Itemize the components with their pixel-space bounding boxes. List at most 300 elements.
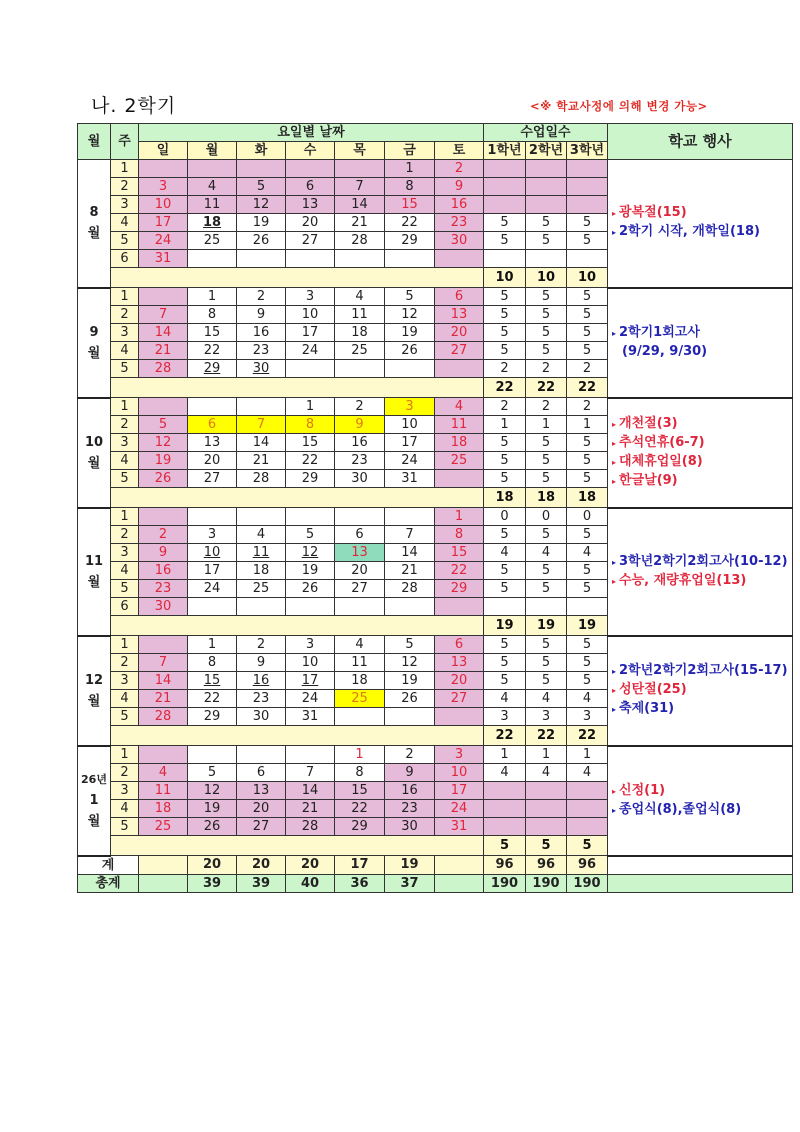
- bullet-triangle-icon: ▸: [612, 557, 617, 567]
- date-cell: 24: [139, 232, 188, 250]
- date-cell: 2: [335, 398, 385, 416]
- week-number: 2: [111, 654, 139, 672]
- school-days-count: 5: [526, 434, 567, 452]
- event-text: 개천절(3): [619, 415, 678, 431]
- week-number: 3: [111, 782, 139, 800]
- month-total-count: 22: [567, 378, 608, 398]
- date-cell: 27: [435, 690, 484, 708]
- school-days-count: [484, 800, 526, 818]
- date-cell: [335, 250, 385, 268]
- date-cell: 8: [435, 526, 484, 544]
- date-cell: 4: [139, 764, 188, 782]
- grade1-header: 1학년: [484, 142, 526, 160]
- date-cell: 10: [286, 654, 335, 672]
- grand-events-blank: [608, 874, 793, 892]
- school-days-count: 5: [567, 526, 608, 544]
- month-number: 9: [89, 324, 99, 340]
- event-item: [612, 344, 792, 360]
- school-days-count: 5: [567, 636, 608, 654]
- date-cell: 4: [237, 526, 286, 544]
- date-cell: 28: [335, 232, 385, 250]
- date-cell: 16: [335, 434, 385, 452]
- date-cell: 29: [188, 360, 237, 378]
- date-cell: 23: [335, 452, 385, 470]
- bullet-triangle-icon: ▸: [612, 786, 617, 796]
- date-cell: 13: [286, 196, 335, 214]
- date-cell: 20: [435, 672, 484, 690]
- month-number: 10: [84, 434, 104, 450]
- date-cell: 25: [435, 452, 484, 470]
- date-cell: 7: [286, 764, 335, 782]
- date-cell: 8: [385, 178, 435, 196]
- subtotal-tue: 20: [237, 856, 286, 875]
- school-days-count: 5: [567, 214, 608, 232]
- date-cell: 4: [188, 178, 237, 196]
- date-cell: 26: [385, 342, 435, 360]
- date-cell: 7: [385, 526, 435, 544]
- school-days-count: [526, 196, 567, 214]
- school-days-count: 5: [526, 636, 567, 654]
- date-cell: 13: [435, 306, 484, 324]
- date-cell: 21: [139, 342, 188, 360]
- date-cell: 26: [286, 580, 335, 598]
- date-cell: 19: [139, 452, 188, 470]
- date-cell: 23: [237, 690, 286, 708]
- week-number: 4: [111, 452, 139, 470]
- date-cell: [385, 360, 435, 378]
- date-cell: 15: [385, 196, 435, 214]
- date-cell: 14: [139, 324, 188, 342]
- week-number: 2: [111, 178, 139, 196]
- date-cell: 22: [188, 342, 237, 360]
- event-text: 추석연휴(6-7): [619, 434, 705, 450]
- school-days-count: 5: [484, 342, 526, 360]
- date-cell: 11: [335, 654, 385, 672]
- school-days-count: [484, 598, 526, 616]
- date-cell: 25: [237, 580, 286, 598]
- grand-sat: [435, 874, 484, 892]
- date-cell: 4: [335, 288, 385, 306]
- event-text: 성탄절(25): [619, 682, 687, 697]
- date-cell: 11: [188, 196, 237, 214]
- school-days-count: 5: [526, 526, 567, 544]
- date-cell: 6: [335, 526, 385, 544]
- school-days-count: 5: [526, 470, 567, 488]
- month-suffix: 월: [87, 693, 101, 709]
- page-title: 나. 2학기: [91, 95, 177, 117]
- school-days-count: 5: [484, 214, 526, 232]
- week-number: 3: [111, 196, 139, 214]
- date-cell: 4: [335, 636, 385, 654]
- school-days-count: 0: [526, 508, 567, 526]
- event-item: [612, 682, 792, 699]
- date-cell: 13: [188, 434, 237, 452]
- date-cell: 9: [335, 416, 385, 434]
- date-cell: 12: [139, 434, 188, 452]
- date-cell: 27: [188, 470, 237, 488]
- school-days-count: [567, 598, 608, 616]
- date-cell: 25: [335, 342, 385, 360]
- school-days-count: 5: [567, 306, 608, 324]
- month-total-count: 19: [567, 616, 608, 636]
- date-cell: 28: [286, 818, 335, 836]
- date-cell: 22: [286, 452, 335, 470]
- month-suffix: 월: [87, 226, 101, 242]
- day-header-fri: 금: [385, 142, 435, 160]
- date-cell: 1: [385, 160, 435, 178]
- week-number: 1: [111, 746, 139, 764]
- week-number: 2: [111, 764, 139, 782]
- school-days-count: 4: [484, 544, 526, 562]
- date-cell: [335, 360, 385, 378]
- date-cell: 9: [435, 178, 484, 196]
- date-cell: 16: [385, 782, 435, 800]
- date-cell: [139, 636, 188, 654]
- date-cell: 12: [385, 654, 435, 672]
- week-number: 5: [111, 470, 139, 488]
- school-days-count: 3: [567, 708, 608, 726]
- date-cell: 20: [335, 562, 385, 580]
- month-total-spacer: [111, 616, 484, 636]
- date-cell: 22: [335, 800, 385, 818]
- events-cell: [608, 636, 793, 746]
- date-cell: 8: [335, 764, 385, 782]
- date-cell: 11: [335, 306, 385, 324]
- week-number: 3: [111, 434, 139, 452]
- school-days-count: 5: [526, 654, 567, 672]
- date-cell: 24: [286, 342, 335, 360]
- week-row: [78, 398, 793, 416]
- date-cell: 20: [188, 452, 237, 470]
- date-cell: 30: [335, 470, 385, 488]
- event-text: 2학기1회고사: [619, 325, 700, 340]
- date-cell: 21: [385, 562, 435, 580]
- school-days-count: 5: [484, 654, 526, 672]
- date-cell: 5: [188, 764, 237, 782]
- date-cell: [385, 250, 435, 268]
- school-days-count: [567, 782, 608, 800]
- date-cell: [335, 160, 385, 178]
- school-days-header: 수업일수: [484, 124, 608, 142]
- date-cell: 28: [385, 580, 435, 598]
- date-cell: 19: [385, 672, 435, 690]
- day-header-thu: 목: [335, 142, 385, 160]
- date-cell: 15: [286, 434, 335, 452]
- date-cell: 14: [286, 782, 335, 800]
- date-cell: 24: [385, 452, 435, 470]
- grand-fri: 37: [385, 874, 435, 892]
- date-cell: 2: [139, 526, 188, 544]
- date-cell: 3: [139, 178, 188, 196]
- date-cell: 3: [385, 398, 435, 416]
- date-cell: 28: [237, 470, 286, 488]
- date-cell: 10: [435, 764, 484, 782]
- date-cell: [188, 598, 237, 616]
- date-cell: 24: [188, 580, 237, 598]
- date-cell: 17: [188, 562, 237, 580]
- month-total-count: 10: [484, 268, 526, 288]
- date-cell: 7: [139, 306, 188, 324]
- month-total-spacer: [111, 378, 484, 398]
- date-cell: 6: [286, 178, 335, 196]
- date-cell: 15: [335, 782, 385, 800]
- date-cell: 29: [385, 232, 435, 250]
- date-cell: 2: [435, 160, 484, 178]
- grand-total-label: 총계: [78, 874, 139, 892]
- week-row: [78, 746, 793, 764]
- school-days-count: [567, 800, 608, 818]
- month-number: 1: [89, 793, 99, 808]
- date-cell: 23: [237, 342, 286, 360]
- date-cell: 22: [435, 562, 484, 580]
- school-days-count: 2: [526, 398, 567, 416]
- date-cell: [188, 250, 237, 268]
- grade2-header: 2학년: [526, 142, 567, 160]
- school-days-count: 5: [526, 214, 567, 232]
- month-total-count: 19: [526, 616, 567, 636]
- bullet-triangle-icon: ▸: [612, 705, 617, 714]
- event-text: 신정(1): [619, 782, 666, 798]
- date-cell: 3: [286, 636, 335, 654]
- week-number: 1: [111, 160, 139, 178]
- school-days-count: 2: [567, 360, 608, 378]
- date-cell: 31: [139, 250, 188, 268]
- school-days-count: [484, 196, 526, 214]
- week-number: 5: [111, 708, 139, 726]
- date-cell: 17: [385, 434, 435, 452]
- dates-group-header: 요일별 날짜: [139, 124, 484, 142]
- date-cell: 17: [286, 324, 335, 342]
- week-number: 2: [111, 306, 139, 324]
- week-number: 2: [111, 526, 139, 544]
- school-days-count: 5: [567, 562, 608, 580]
- month-total-count: 22: [484, 726, 526, 746]
- month-total-count: 5: [484, 836, 526, 856]
- date-cell: 9: [237, 654, 286, 672]
- year-label: 26년: [81, 773, 107, 786]
- date-cell: [237, 508, 286, 526]
- date-cell: [286, 360, 335, 378]
- date-cell: 31: [286, 708, 335, 726]
- date-cell: 9: [237, 306, 286, 324]
- events-cell: [608, 160, 793, 288]
- event-item: [612, 573, 792, 590]
- date-cell: 5: [385, 636, 435, 654]
- change-notice: <※ 학교사정에 의해 변경 가능>: [530, 99, 708, 113]
- date-cell: 3: [435, 746, 484, 764]
- date-cell: 20: [237, 800, 286, 818]
- date-cell: 1: [335, 746, 385, 764]
- date-cell: 19: [286, 562, 335, 580]
- date-cell: 3: [286, 288, 335, 306]
- school-days-count: 5: [567, 288, 608, 306]
- bullet-triangle-icon: ▸: [612, 209, 617, 219]
- week-number: 4: [111, 342, 139, 360]
- event-item: [612, 325, 792, 342]
- date-cell: 10: [139, 196, 188, 214]
- date-cell: 8: [188, 654, 237, 672]
- date-cell: [139, 288, 188, 306]
- school-days-count: [526, 800, 567, 818]
- school-days-count: 5: [567, 342, 608, 360]
- grand-total-row: [78, 874, 793, 892]
- school-days-count: 5: [484, 562, 526, 580]
- week-number: 4: [111, 800, 139, 818]
- school-days-count: [567, 250, 608, 268]
- school-days-count: 1: [567, 746, 608, 764]
- school-days-count: 5: [567, 452, 608, 470]
- month-label: [78, 508, 111, 636]
- school-days-count: 5: [526, 580, 567, 598]
- grade3-header: 3학년: [567, 142, 608, 160]
- school-days-count: 5: [526, 342, 567, 360]
- school-days-count: [526, 598, 567, 616]
- grand-grade3: 190: [567, 874, 608, 892]
- date-cell: 14: [335, 196, 385, 214]
- month-header: 월: [78, 124, 111, 160]
- date-cell: 1: [286, 398, 335, 416]
- month-suffix: 월: [87, 814, 101, 829]
- school-days-count: 5: [526, 324, 567, 342]
- school-days-count: [484, 818, 526, 836]
- month-total-count: 22: [526, 378, 567, 398]
- event-item: [612, 554, 792, 571]
- grand-mon: 39: [188, 874, 237, 892]
- school-days-count: 4: [526, 544, 567, 562]
- date-cell: 13: [237, 782, 286, 800]
- week-number: 1: [111, 288, 139, 306]
- subtotal-fri: 19: [385, 856, 435, 875]
- month-total-count: 18: [567, 488, 608, 508]
- day-header-sun: 일: [139, 142, 188, 160]
- school-days-count: [567, 818, 608, 836]
- date-cell: 29: [335, 818, 385, 836]
- school-days-count: 5: [484, 232, 526, 250]
- date-cell: 1: [188, 288, 237, 306]
- date-cell: [237, 160, 286, 178]
- date-cell: [188, 398, 237, 416]
- date-cell: 15: [188, 672, 237, 690]
- event-text: 한글날(9): [619, 472, 678, 488]
- date-cell: 18: [237, 562, 286, 580]
- date-cell: 10: [385, 416, 435, 434]
- subtotal-thu: 17: [335, 856, 385, 875]
- month-total-spacer: [111, 488, 484, 508]
- date-cell: [286, 250, 335, 268]
- date-cell: [435, 360, 484, 378]
- date-cell: 27: [335, 580, 385, 598]
- school-days-count: 5: [526, 562, 567, 580]
- school-days-count: 5: [484, 306, 526, 324]
- week-number: 5: [111, 232, 139, 250]
- week-number: 4: [111, 562, 139, 580]
- school-days-count: 4: [484, 764, 526, 782]
- date-cell: 24: [286, 690, 335, 708]
- date-cell: 12: [286, 544, 335, 562]
- date-cell: [139, 398, 188, 416]
- bullet-triangle-icon: ▸: [612, 329, 617, 338]
- date-cell: 27: [237, 818, 286, 836]
- month-number: 8: [89, 205, 99, 221]
- date-cell: 20: [435, 324, 484, 342]
- school-days-count: 5: [567, 654, 608, 672]
- month-label: [78, 746, 111, 856]
- month-number: 11: [84, 553, 104, 569]
- event-text: 2학년2학기2회고사(15-17): [619, 663, 788, 678]
- school-days-count: 2: [484, 398, 526, 416]
- subtotal-grade3: 96: [567, 856, 608, 875]
- date-cell: [435, 250, 484, 268]
- date-cell: [435, 598, 484, 616]
- date-cell: 17: [435, 782, 484, 800]
- school-days-count: 5: [484, 434, 526, 452]
- date-cell: 30: [385, 818, 435, 836]
- date-cell: 18: [188, 214, 237, 232]
- date-cell: [286, 598, 335, 616]
- date-cell: 9: [385, 764, 435, 782]
- date-cell: 16: [435, 196, 484, 214]
- date-cell: 16: [139, 562, 188, 580]
- date-cell: 21: [335, 214, 385, 232]
- date-cell: 12: [188, 782, 237, 800]
- date-cell: 14: [237, 434, 286, 452]
- date-cell: 19: [188, 800, 237, 818]
- date-cell: 19: [237, 214, 286, 232]
- date-cell: 14: [139, 672, 188, 690]
- month-total-count: 19: [484, 616, 526, 636]
- school-days-count: [526, 818, 567, 836]
- week-header: 주: [111, 124, 139, 160]
- school-days-count: 1: [526, 746, 567, 764]
- week-number: 3: [111, 324, 139, 342]
- date-cell: 10: [188, 544, 237, 562]
- school-days-count: 5: [484, 470, 526, 488]
- month-total-spacer: [111, 726, 484, 746]
- month-total-count: 22: [526, 726, 567, 746]
- grand-wed: 40: [286, 874, 335, 892]
- date-cell: 24: [435, 800, 484, 818]
- date-cell: 23: [385, 800, 435, 818]
- date-cell: 9: [139, 544, 188, 562]
- week-number: 5: [111, 360, 139, 378]
- date-cell: 15: [188, 324, 237, 342]
- events-cell: [608, 398, 793, 508]
- month-total-count: 22: [567, 726, 608, 746]
- school-days-count: [484, 160, 526, 178]
- event-item: [612, 663, 792, 680]
- date-cell: 11: [139, 782, 188, 800]
- event-item: [612, 802, 792, 819]
- semester-calendar-table: [77, 123, 793, 893]
- date-cell: 25: [188, 232, 237, 250]
- school-days-count: 0: [567, 508, 608, 526]
- event-text: 종업식(8),졸업식(8): [619, 801, 742, 817]
- bullet-triangle-icon: ▸: [612, 419, 617, 429]
- date-cell: 5: [139, 416, 188, 434]
- day-header-mon: 월: [188, 142, 237, 160]
- school-days-count: [567, 178, 608, 196]
- month-total-spacer: [111, 268, 484, 288]
- date-cell: [385, 598, 435, 616]
- week-number: 1: [111, 398, 139, 416]
- date-cell: 30: [435, 232, 484, 250]
- school-days-count: 5: [526, 306, 567, 324]
- date-cell: 2: [385, 746, 435, 764]
- date-cell: 26: [139, 470, 188, 488]
- date-cell: [335, 708, 385, 726]
- school-days-count: 3: [526, 708, 567, 726]
- school-days-count: 5: [526, 672, 567, 690]
